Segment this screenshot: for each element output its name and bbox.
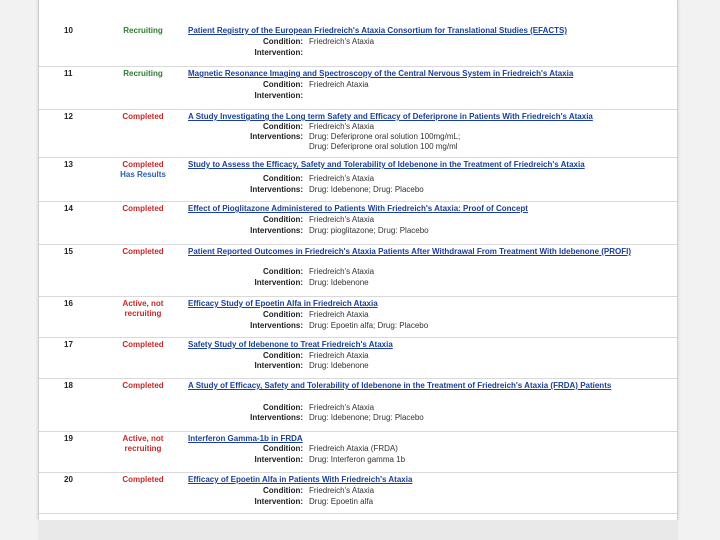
study-rank: 14 <box>64 204 73 213</box>
study-row <box>39 297 677 338</box>
intervention-row <box>39 142 677 152</box>
study-rank: 19 <box>64 434 73 443</box>
condition-label: Condition: <box>263 122 303 131</box>
condition-row <box>39 215 677 225</box>
study-status: Recruiting <box>123 69 163 78</box>
condition-row <box>39 310 677 320</box>
condition-row <box>39 122 677 132</box>
study-title-link[interactable]: Effect of Pioglitazone Administered to Patients With Friedreich's Ataxia: Proof of Concept <box>188 204 528 213</box>
study-status: Recruiting <box>123 26 163 35</box>
study-title-link[interactable]: Magnetic Resonance Imaging and Spectroscopy of the Central Nervous System in Friedreich's Ataxia <box>188 69 574 78</box>
condition-value: Friedreich Ataxia <box>309 351 369 360</box>
intervention-label: Intervention: <box>254 278 303 287</box>
intervention-value: Drug: Epoetin alfa <box>309 497 374 506</box>
intervention-value: Drug: Deferiprone oral solution 100 mg/ml <box>309 142 458 151</box>
condition-value: Friedreich Ataxia (FRDA) <box>309 444 398 453</box>
study-title-link[interactable]: Safety Study of Idebenone to Treat Friedreich's Ataxia <box>188 340 393 349</box>
condition-label: Condition: <box>263 37 303 46</box>
study-rank: 10 <box>64 26 73 35</box>
condition-label: Condition: <box>263 215 303 224</box>
study-row <box>39 379 677 432</box>
intervention-value: Drug: Idebenone <box>309 361 369 370</box>
condition-row <box>39 80 677 90</box>
study-rank: 18 <box>64 381 73 390</box>
condition-row <box>39 174 677 184</box>
study-title-link[interactable]: Patient Reported Outcomes in Friedreich's Ataxia Patients After Withdrawal From Treatment With Idebenone (PROFI) <box>188 247 632 256</box>
condition-value: Friedreich Ataxia <box>309 310 369 319</box>
intervention-row <box>39 497 677 507</box>
intervention-row <box>39 226 677 236</box>
study-status: Completed <box>122 112 164 121</box>
study-rank: 20 <box>64 475 73 484</box>
study-rank: 13 <box>64 160 73 169</box>
condition-row <box>39 403 677 413</box>
study-row <box>39 338 677 379</box>
condition-row <box>39 267 677 277</box>
study-title-link[interactable]: Efficacy of Epoetin Alfa in Patients With Friedreich's Ataxia <box>188 475 413 484</box>
intervention-row <box>39 185 677 195</box>
intervention-value: Drug: pioglitazone; Drug: Placebo <box>309 226 429 235</box>
intervention-label: Intervention: <box>254 91 303 100</box>
condition-label: Condition: <box>263 351 303 360</box>
intervention-row <box>39 278 677 288</box>
condition-value: Friedreich's Ataxia <box>309 486 375 495</box>
intervention-row <box>39 91 677 101</box>
study-row <box>39 432 677 473</box>
intervention-label: Intervention: <box>254 48 303 57</box>
intervention-row <box>39 321 677 331</box>
intervention-label: Interventions: <box>250 226 303 235</box>
study-status: Active, not recruiting <box>122 434 164 453</box>
study-status: Completed <box>122 247 164 256</box>
study-status: Completed <box>122 381 164 390</box>
intervention-label: Intervention: <box>254 455 303 464</box>
study-rank: 16 <box>64 299 73 308</box>
intervention-row <box>39 455 677 465</box>
study-rank: 11 <box>64 69 73 78</box>
condition-label: Condition: <box>263 403 303 412</box>
condition-value: Friedreich's Ataxia <box>309 215 375 224</box>
page-footer-strip <box>38 520 678 540</box>
study-row <box>39 245 677 297</box>
condition-value: Friedreich's Ataxia <box>309 403 375 412</box>
study-row <box>39 110 677 158</box>
intervention-value: Drug: Deferiprone oral solution 100mg/mL; <box>309 132 461 141</box>
study-status: Completed <box>122 340 164 349</box>
intervention-value: Drug: Interferon gamma 1b <box>309 455 406 464</box>
intervention-label: Interventions: <box>250 132 303 141</box>
study-status: Completed Has Results <box>97 160 189 180</box>
study-row <box>39 24 677 67</box>
study-row <box>39 158 677 202</box>
intervention-value: Drug: Idebenone; Drug: Placebo <box>309 185 424 194</box>
intervention-value: Drug: Idebenone; Drug: Placebo <box>309 413 424 422</box>
intervention-label: Interventions: <box>250 413 303 422</box>
intervention-value: Drug: Idebenone <box>309 278 369 287</box>
intervention-row <box>39 361 677 371</box>
study-title-link[interactable]: Patient Registry of the European Friedreich's Ataxia Consortium for Translational Studies (EFACTS) <box>188 26 568 35</box>
study-title-link[interactable]: A Study Investigating the Long term Safety and Efficacy of Deferiprone in Patients With Friedreich's Ataxia <box>188 112 593 121</box>
has-results-badge[interactable]: Has Results <box>120 170 166 179</box>
results-list <box>38 0 678 520</box>
intervention-label: Interventions: <box>250 185 303 194</box>
study-title-link[interactable]: A Study of Efficacy, Safety and Tolerability of Idebenone in the Treatment of Friedreich's Ataxia (FRDA) Patients <box>188 381 612 390</box>
condition-value: Friedreich's Ataxia <box>309 37 375 46</box>
condition-row <box>39 444 677 454</box>
study-status: Completed <box>122 475 164 484</box>
condition-value: Friedreich Ataxia <box>309 80 369 89</box>
study-rank: 12 <box>64 112 73 121</box>
condition-label: Condition: <box>263 310 303 319</box>
study-row <box>39 473 677 514</box>
condition-label: Condition: <box>263 486 303 495</box>
study-row <box>39 67 677 110</box>
intervention-row <box>39 413 677 423</box>
condition-value: Friedreich's Ataxia <box>309 267 375 276</box>
study-rank: 15 <box>64 247 73 256</box>
condition-value: Friedreich's Ataxia <box>309 174 375 183</box>
study-title-link[interactable]: Study to Assess the Efficacy, Safety and Tolerability of Idebenone in the Treatment of Friedreich's Ataxia <box>188 160 585 169</box>
intervention-row <box>39 132 677 142</box>
study-rank: 17 <box>64 340 73 349</box>
condition-label: Condition: <box>263 174 303 183</box>
study-row <box>39 202 677 245</box>
intervention-row <box>39 48 677 58</box>
study-title-link[interactable]: Interferon Gamma-1b in FRDA <box>188 434 303 443</box>
condition-label: Condition: <box>263 267 303 276</box>
study-status: Completed <box>122 204 164 213</box>
condition-row <box>39 37 677 47</box>
condition-row <box>39 351 677 361</box>
intervention-value: Drug: Epoetin alfa; Drug: Placebo <box>309 321 429 330</box>
condition-row <box>39 486 677 496</box>
intervention-label: Intervention: <box>254 361 303 370</box>
intervention-label: Interventions: <box>250 321 303 330</box>
study-title-link[interactable]: Efficacy Study of Epoetin Alfa in Friedreich Ataxia <box>188 299 378 308</box>
study-status: Active, not recruiting <box>122 299 164 318</box>
intervention-label: Intervention: <box>254 497 303 506</box>
condition-label: Condition: <box>263 444 303 453</box>
condition-label: Condition: <box>263 80 303 89</box>
condition-value: Friedreich's Ataxia <box>309 122 375 131</box>
